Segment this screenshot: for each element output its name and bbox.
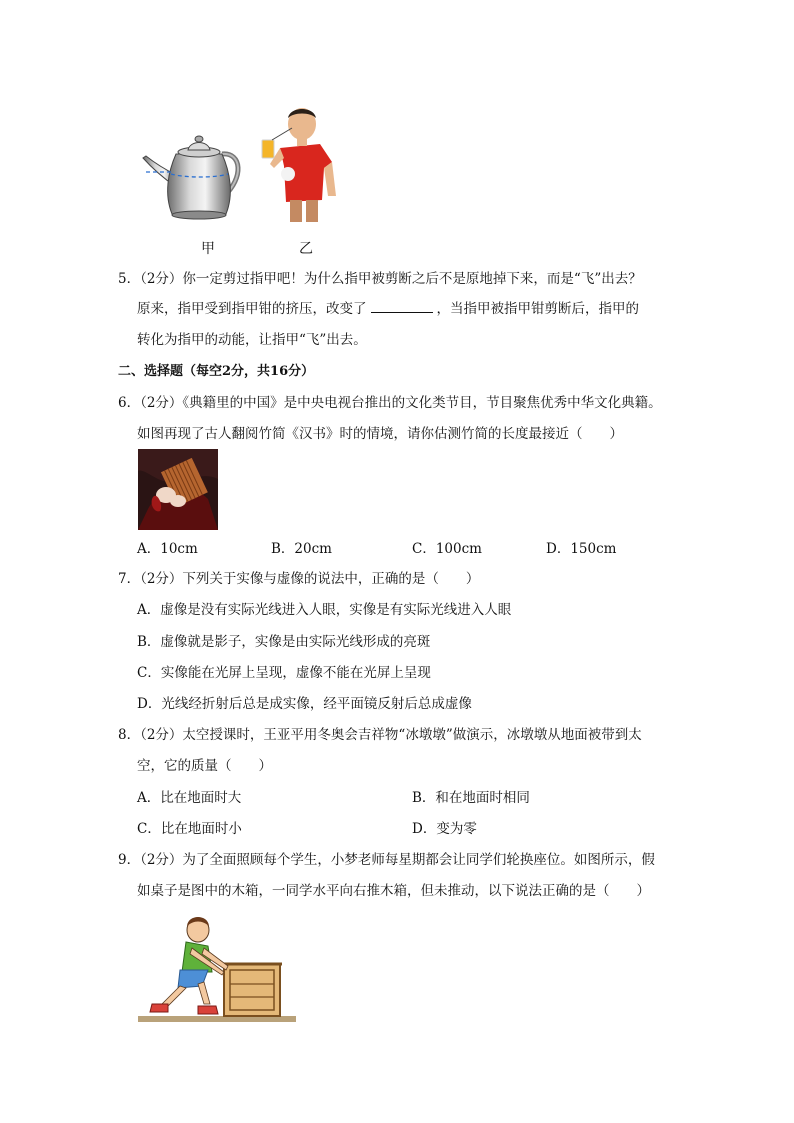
q8-option-d[interactable]: D．变为零 (412, 821, 477, 837)
q6-option-d[interactable]: D．150cm (546, 541, 617, 557)
boy-pushing-box-illustration (138, 912, 298, 1024)
q5-line2 (137, 299, 639, 319)
q5-line2-a: 原来，指甲受到指甲钳的挤压，改变了 (137, 301, 367, 317)
q5-answer-blank[interactable] (371, 299, 433, 313)
caption-left: 甲 (201, 241, 215, 257)
q7-option-c[interactable]: C．实像能在光屏上呈现，虚像不能在光屏上呈现 (137, 665, 431, 681)
q6-option-b[interactable]: B．20cm (271, 541, 332, 557)
q7-option-b[interactable]: B．虚像就是影子，实像是由实际光线形成的亮斑 (137, 634, 431, 650)
q6-line1: 6．（2分）《典籍里的中国》是中央电视台推出的文化类节目，节目聚焦优秀中华文化典籍。 (118, 395, 662, 411)
q7-option-d[interactable]: D．光线经折射后总是成实像，经平面镜反射后总成虚像 (137, 696, 472, 712)
section-heading: 二、选择题（每空2分，共16分） (118, 364, 315, 379)
teapot-illustration (140, 132, 244, 224)
caption-right: 乙 (299, 241, 313, 257)
q7-option-a[interactable]: A．虚像是没有实际光线进入人眼，实像是有实际光线进入人眼 (137, 602, 512, 618)
q9-line1: 9．（2分）为了全面照顾每个学生，小梦老师每星期都会让同学们轮换座位。如图所示，假 (118, 852, 655, 868)
q5-line2-b: ，当指甲被指甲钳剪断后，指甲的 (436, 301, 639, 317)
q8-option-b[interactable]: B．和在地面时相同 (412, 790, 530, 806)
q8-option-c[interactable]: C．比在地面时小 (137, 821, 242, 837)
bamboo-slip-photo (138, 449, 218, 530)
q8-line2: 空，它的质量（ ） (137, 758, 272, 774)
q6-option-a[interactable]: A．10cm (137, 541, 198, 557)
q9-line2: 如桌子是图中的木箱，一同学水平向右推木箱，但未推动，以下说法正确的是（ ） (137, 883, 650, 899)
q8-line1: 8．（2分）太空授课时，王亚平用冬奥会吉祥物“冰墩墩”做演示，冰墩墩从地面被带到太 (118, 727, 642, 743)
q5-line1: 5．（2分）你一定剪过指甲吧！为什么指甲被剪断之后不是原地掉下来，而是“飞”出去？ (118, 271, 642, 287)
q6-line2: 如图再现了古人翻阅竹简《汉书》时的情境，请你估测竹简的长度最接近（ ） (137, 426, 623, 442)
boy-drinking-juice-photo (258, 104, 338, 222)
q7-line1: 7．（2分）下列关于实像与虚像的说法中，正确的是（ ） (118, 571, 480, 587)
q6-option-c[interactable]: C．100cm (412, 541, 482, 557)
q5-line3: 转化为指甲的动能，让指甲“飞”出去。 (137, 332, 367, 348)
q8-option-a[interactable]: A．比在地面时大 (137, 790, 242, 806)
